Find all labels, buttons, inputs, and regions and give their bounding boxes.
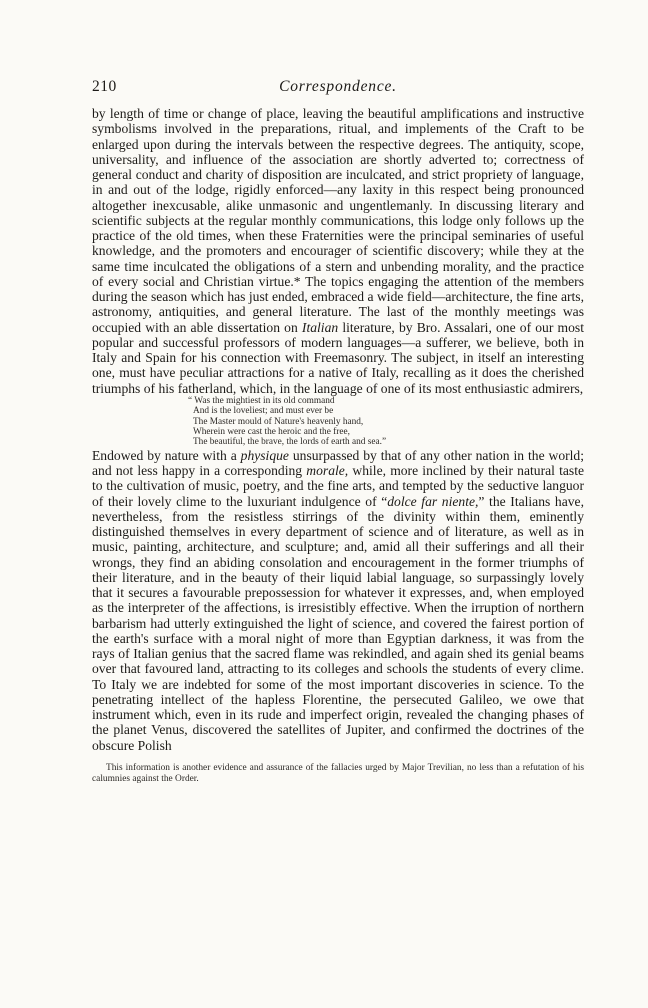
running-head: Correspondence.	[279, 78, 397, 95]
paragraph-2	[92, 448, 584, 753]
verse-line-1: “ Was the mightiest in its old command	[188, 395, 335, 406]
body-text	[92, 106, 584, 753]
paragraph-2-italic-c: dolce far niente,	[387, 493, 479, 509]
verse-line-4: Wherein were cast the heroic and the free,	[193, 426, 350, 437]
page-header	[92, 78, 584, 100]
paragraph-2-italic-b: morale,	[306, 463, 349, 479]
verse-line-2: And is the loveliest; and must ever be	[193, 406, 334, 417]
verse-line-3: The Master mould of Nature's heavenly hand,	[193, 416, 364, 427]
paragraph-1-text-b: literature, by Bro. Assalari, one of our most popular and successful professors of modern languages—a sufferer, we believe, both in Italy and Spain for his connection with Freemasonry. The subject, in itself an interesting one, must have peculiar attractions for a native of Italy, recalling as it does the cherished triumphs of his fatherland, which, in the language of one of its most enthusiastic admirers,	[92, 319, 584, 396]
paragraph-2-text-a: Endowed by nature with a	[92, 447, 241, 463]
paragraph-1-text-a: by length of time or change of place, leaving the beautiful amplifications and instructive symbolisms involved in the preparations, ritual, and implements of the Craft to be enlarged upon during the intervals between the respective degrees. The antiquity, scope, universality, and influence of the association are shortly adverted to; correctness of general conduct and charity of disposition are inculcated, and strict propriety of language, in and out of the lodge, rigidly enforced—any laxity in this respect being pronounced altogether inexcusable, alike unmasonic and ungentlemanly. In discussing literary and scientific subjects at the regular monthly communications, this lodge only follows up the practice of the old times, when these Fraternities were the principal seminaries of useful knowledge, and the promoters and encourager of scientific discovery; while they at the same time inculcated the obligations of a stern and unbending morality, and the practice of every social and Christian virtue.* The topics engaging the attention of the members during the season which has just ended, embraced a wide field—architecture, the fine arts, astronomy, antiquities, and general literature. The last of the monthly meetings was occupied with an able dissertation on	[92, 106, 584, 335]
paragraph-2-text-c: while, more inclined by their natural taste to the cultivation of music, poetry, and the fine arts, and tempted by the seductive languor of their lovely clime to the luxuriant indulgence of “	[92, 463, 584, 509]
paragraph-1	[92, 106, 584, 396]
page-number: 210	[92, 78, 117, 95]
paragraph-1-italic-a: Italian	[301, 319, 339, 335]
verse-line-5: The beautiful, the brave, the lords of earth and sea.”	[193, 437, 387, 448]
paragraph-2-text-d: ” the Italians have, nevertheless, from the resistless stirrings of the divinity within them, eminently distinguished themselves in every department of science and of literature, as well as in music, painting, architecture, and sculpture; and, amid all their sufferings and all their wrongs, they find an abiding consolation and encouragement in the former triumphs of their literature, and in the beauty of their liquid labial language, so surpassingly lovely that it secures a favourable prepossession for whatever it expresses, and, when employed as the interpreter of the affections, is irresistibly effective. When the irruption of northern barbarism had utterly extinguished the light of science, and covered the fairest portion of the earth's surface with a moral night of more than Egyptian darkness, it was from the rays of Italian genius that the sacred flame was rekindled, and again shed its genial beams over that favoured land, attracting to its colleges and schools the students of every clime. To Italy we are indebted for some of the most important discoveries in science. To the penetrating intellect of the hapless Florentine, the persecuted Galileo, we owe that instrument which, even in its rude and imperfect origin, revealed the changing phases of the planet Venus, discovered the satellites of Jupiter, and confirmed the doctrines of the obscure Polish	[92, 493, 584, 753]
paragraph-2-text-b: unsurpassed by that of any other nation in the world; and not less happy in a corresponding	[92, 447, 584, 479]
verse-quotation	[188, 396, 584, 448]
footnote: This information is another evidence and assurance of the fallacies urged by Major Trevilian, no less than a refutation of his calumnies against the Order.	[92, 762, 584, 784]
paragraph-2-italic-a: physique	[240, 447, 289, 463]
